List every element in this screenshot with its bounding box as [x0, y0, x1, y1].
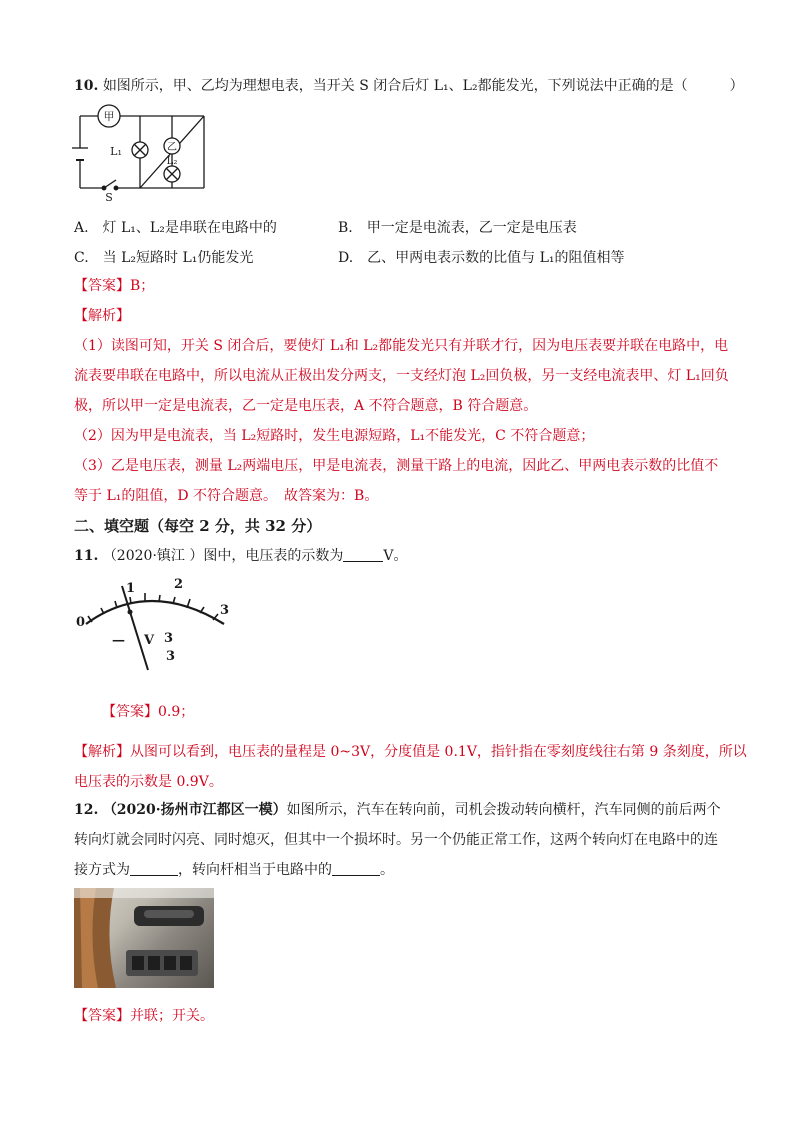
option-c: C. 当 L₂短路时 L₁仍能发光 [74, 250, 254, 266]
answer-blank [343, 547, 383, 562]
analysis-10-line: （2）因为甲是电流表，当 L₂短路时，发生电源短路，L₁不能发光，C 不符合题意； [74, 428, 595, 444]
question-number: 12. [74, 802, 99, 818]
analysis-11-line: 【解析】从图可以看到，电压表的量程是 0~3V，分度值是 0.1V，指针指在零刻度线往右第 9 条刻度，所以 [74, 744, 747, 760]
circuit-diagram [72, 104, 212, 202]
dial-label-zero: 0 [76, 615, 86, 630]
terminal-label: 3 [164, 631, 174, 646]
analysis-10-line: 极，所以甲一定是电流表，乙一定是电压表，A 不符合题意，B 符合题意。 [74, 398, 538, 414]
question-text: 如图所示，甲、乙均为理想电表，当开关 S 闭合后灯 L₁、L₂都能发光，下列说法中正确的是（ ） [102, 78, 744, 94]
option-a: A. 灯 L₁、L₂是串联在电路中的 [74, 220, 277, 236]
question-number: 10. [74, 78, 99, 94]
analysis-11-line: 电压表的示数是 0.9V。 [74, 774, 223, 790]
dial-unit: V [144, 633, 155, 648]
lamp2-label: L₂ [166, 156, 178, 167]
question-12-line: 转向灯就会同时闪亮、同时熄灭，但其中一个损坏时。另一个仍能正常工作，这两个转向灯在电路中的连 [74, 832, 718, 848]
analysis-10-line: （3）乙是电压表，测量 L₂两端电压，甲是电流表，测量干路上的电流，因此乙、甲两电表示数的比值不 [74, 458, 719, 474]
answer-blank [332, 861, 380, 876]
voltmeter-dial [74, 578, 234, 672]
terminal-minus: — [112, 633, 125, 648]
steering-column-photo [74, 888, 214, 988]
question-12-line [74, 860, 730, 880]
section-heading: 二、填空题（每空 2 分，共 32 分） [74, 517, 322, 535]
question-11-stem [74, 546, 730, 566]
question-text: 如图所示，汽车在转向前，司机会拨动转向横杆，汽车同侧的前后两个 [286, 802, 721, 818]
question-text: V。 [383, 548, 408, 564]
question-text: 。 [380, 862, 394, 878]
dial-label-two: 2 [174, 578, 184, 592]
option-d: D. 乙、甲两电表示数的比值与 L₁的阻值相等 [338, 250, 625, 266]
analysis-10-line: 等于 L₁的阻值，D 不符合题意。 故答案为：B。 [74, 488, 379, 504]
answer-11: 【答案】0.9； [102, 704, 195, 720]
answer-blank [130, 861, 178, 876]
analysis-10-line: （1）读图可知，开关 S 闭合后，要使灯 L₁和 L₂都能发光只有并联才行，因为电压表要并联在电路中，电 [74, 338, 729, 354]
answer-10: 【答案】B； [74, 278, 155, 294]
dial-label-three: 3 [220, 603, 230, 618]
analysis-10-line: 流表要串联在电路中，所以电流从正极出发分两支，一支经灯泡 L₂回负极，另一支经电流表甲、灯 L₁回负 [74, 368, 729, 384]
answer-12: 【答案】并联；开关。 [74, 1008, 214, 1024]
option-b: B. 甲一定是电流表，乙一定是电压表 [338, 220, 577, 236]
analysis-10-title: 【解析】 [74, 308, 130, 324]
question-source: （2020·扬州市江都区一模） [102, 802, 287, 818]
question-10-stem [74, 76, 744, 96]
question-text: ，转向杆相当于电路中的 [178, 862, 332, 878]
meter-jia-label: 甲 [103, 110, 115, 123]
question-number: 11. [74, 548, 99, 564]
switch-label: S [105, 191, 113, 202]
question-12-stem [74, 800, 730, 820]
dial-label-one: 1 [126, 581, 136, 596]
question-text: 接方式为 [74, 862, 130, 878]
lamp1-label: L₁ [110, 145, 122, 158]
meter-yi-label: 乙 [167, 142, 177, 153]
question-text: （2020·镇江 ）图中，电压表的示数为 [102, 548, 344, 564]
terminal-label: 3 [166, 649, 176, 664]
